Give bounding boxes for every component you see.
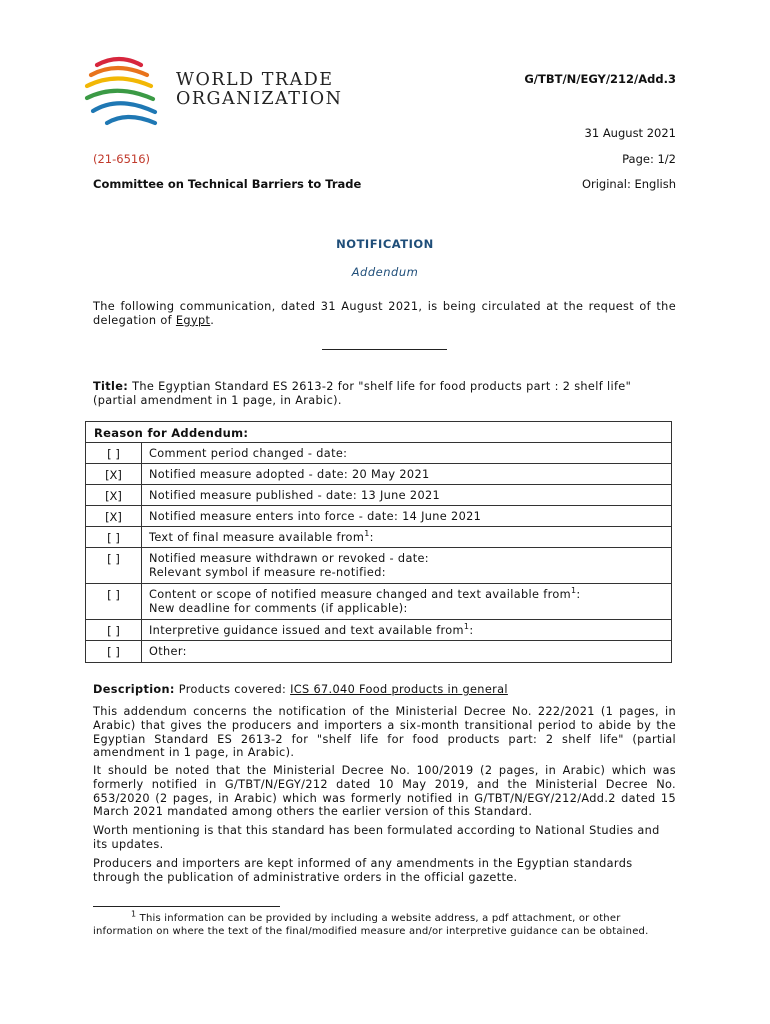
description-paragraph: Worth mentioning is that this standard has been formulated according to National Studies and its updates. xyxy=(93,824,660,851)
org-name-line2: ORGANIZATION xyxy=(176,89,343,109)
logo-arc-red xyxy=(97,59,141,65)
reason-text: Other: xyxy=(149,645,187,658)
document-symbol: G/TBT/N/EGY/212/Add.3 xyxy=(524,72,676,86)
reason-text: Comment period changed - date: xyxy=(149,447,348,460)
document-date: 31 August 2021 xyxy=(584,126,676,140)
footnote-ref: 1 xyxy=(463,622,470,632)
description-paragraph: This addendum concerns the notification of the Ministerial Decree No. 222/2021 (1 pages, in Arabic) that gives the producers and importers a six-month transitional period to abide by the Egyptian Standard ES 2613-2 for "shelf life for food products part: 2 shelf life" (partial amendment in 1 page, in Arabic). xyxy=(93,705,676,760)
reason-row xyxy=(86,584,671,620)
checkbox-mark: [ ] xyxy=(86,548,142,583)
intro-end: . xyxy=(210,313,215,327)
separator-line xyxy=(322,349,447,350)
reason-row xyxy=(86,641,671,662)
checkbox-mark: [ ] xyxy=(86,443,142,463)
checkbox-mark: [ ] xyxy=(86,620,142,640)
footnote-ref: 1 xyxy=(570,586,577,596)
intro-paragraph xyxy=(93,300,676,328)
checkbox-mark: [ ] xyxy=(86,527,142,547)
reason-row xyxy=(86,464,671,485)
footnote xyxy=(93,909,676,938)
reason-row xyxy=(86,527,671,548)
reason-text: Content or scope of notified measure changed and text available from$^1$: New deadline for comments (if applicable): xyxy=(149,586,581,615)
reason-row xyxy=(86,485,671,506)
notification-heading: NOTIFICATION xyxy=(336,237,434,251)
reason-row xyxy=(86,620,671,641)
reason-row xyxy=(86,443,671,464)
reason-text: Text of final measure available from$^1$: xyxy=(149,529,374,544)
reason-text: Notified measure withdrawn or revoked - date: Relevant symbol if measure re-notified: xyxy=(149,552,429,579)
logo-arc-yellow xyxy=(87,79,151,87)
reason-row xyxy=(86,548,671,584)
logo-arc-green xyxy=(87,91,153,99)
title-text: The Egyptian Standard ES 2613-2 for "shelf life for food products part : 2 shelf life" (partial amendment in 1 page, in Arabic). xyxy=(93,380,632,407)
checkbox-mark: [ ] xyxy=(86,584,142,619)
checkbox-mark: [ ] xyxy=(86,641,142,662)
document-number: (21-6516) xyxy=(93,152,151,166)
reason-row xyxy=(86,506,671,527)
logo-arc-orange xyxy=(91,68,147,75)
footnote-rule xyxy=(93,906,280,907)
reason-text: Notified measure published - date: 13 June 2021 xyxy=(149,489,441,502)
addendum-subheading: Addendum xyxy=(351,265,419,279)
wto-logo xyxy=(83,55,165,129)
checkbox-mark: [X] xyxy=(86,464,142,484)
logo-arc-blue2 xyxy=(107,117,155,123)
description-line: Description: Products covered: ICS 67.040 Food products in general xyxy=(93,683,508,696)
org-name-line1: WORLD TRADE xyxy=(176,70,334,90)
logo-arc-blue xyxy=(93,103,155,112)
reason-text: Notified measure enters into force - date: 14 June 2021 xyxy=(149,510,482,523)
reason-text: Interpretive guidance issued and text available from$^1$: xyxy=(149,622,474,637)
page-number: Page: 1/2 xyxy=(622,152,676,166)
title-paragraph xyxy=(93,380,676,408)
intro-text: The following communication, dated 31 August 2021, is being circulated at the request of the delegation of xyxy=(93,300,676,327)
description-paragraph: It should be noted that the Ministerial Decree No. 100/2019 (2 pages, in Arabic) which was formerly notified in G/TBT/N/EGY/212 dated 10 May 2019, and the Ministerial Decree No. 653/2020 (2 pages, in Arabic) which was formerly notified in G/TBT/N/EGY/212/Add.2 dated 15 March 2021 mandated among others the earlier version of this Standard. xyxy=(93,764,676,819)
checkbox-mark: [X] xyxy=(86,485,142,505)
description-paragraph: Producers and importers are kept informed of any amendments in the Egyptian standards through the publication of administrative orders in the official gazette. xyxy=(93,857,633,884)
description-label: Description: xyxy=(93,683,175,696)
title-label: Title: xyxy=(93,380,129,393)
checkbox-mark: [X] xyxy=(86,506,142,526)
committee-name: Committee on Technical Barriers to Trade xyxy=(93,177,362,191)
original-language: Original: English xyxy=(581,177,676,191)
intro-country: Egypt xyxy=(175,313,211,327)
reasons-table xyxy=(85,421,672,663)
reasons-heading: Reason for Addendum: xyxy=(86,422,671,443)
footnote-ref: 1 xyxy=(364,529,370,539)
reason-text: Notified measure adopted - date: 20 May 2021 xyxy=(149,468,430,481)
products-covered: ICS 67.040 Food products in general xyxy=(290,683,508,696)
footnote-marker: 1 xyxy=(131,909,137,919)
org-name xyxy=(176,71,342,109)
footnote-text: This information can be provided by including a website address, a pdf attachment, or other information on where the text of the final/modified measure and/or interpretive guidance can be obtained. xyxy=(93,913,649,937)
